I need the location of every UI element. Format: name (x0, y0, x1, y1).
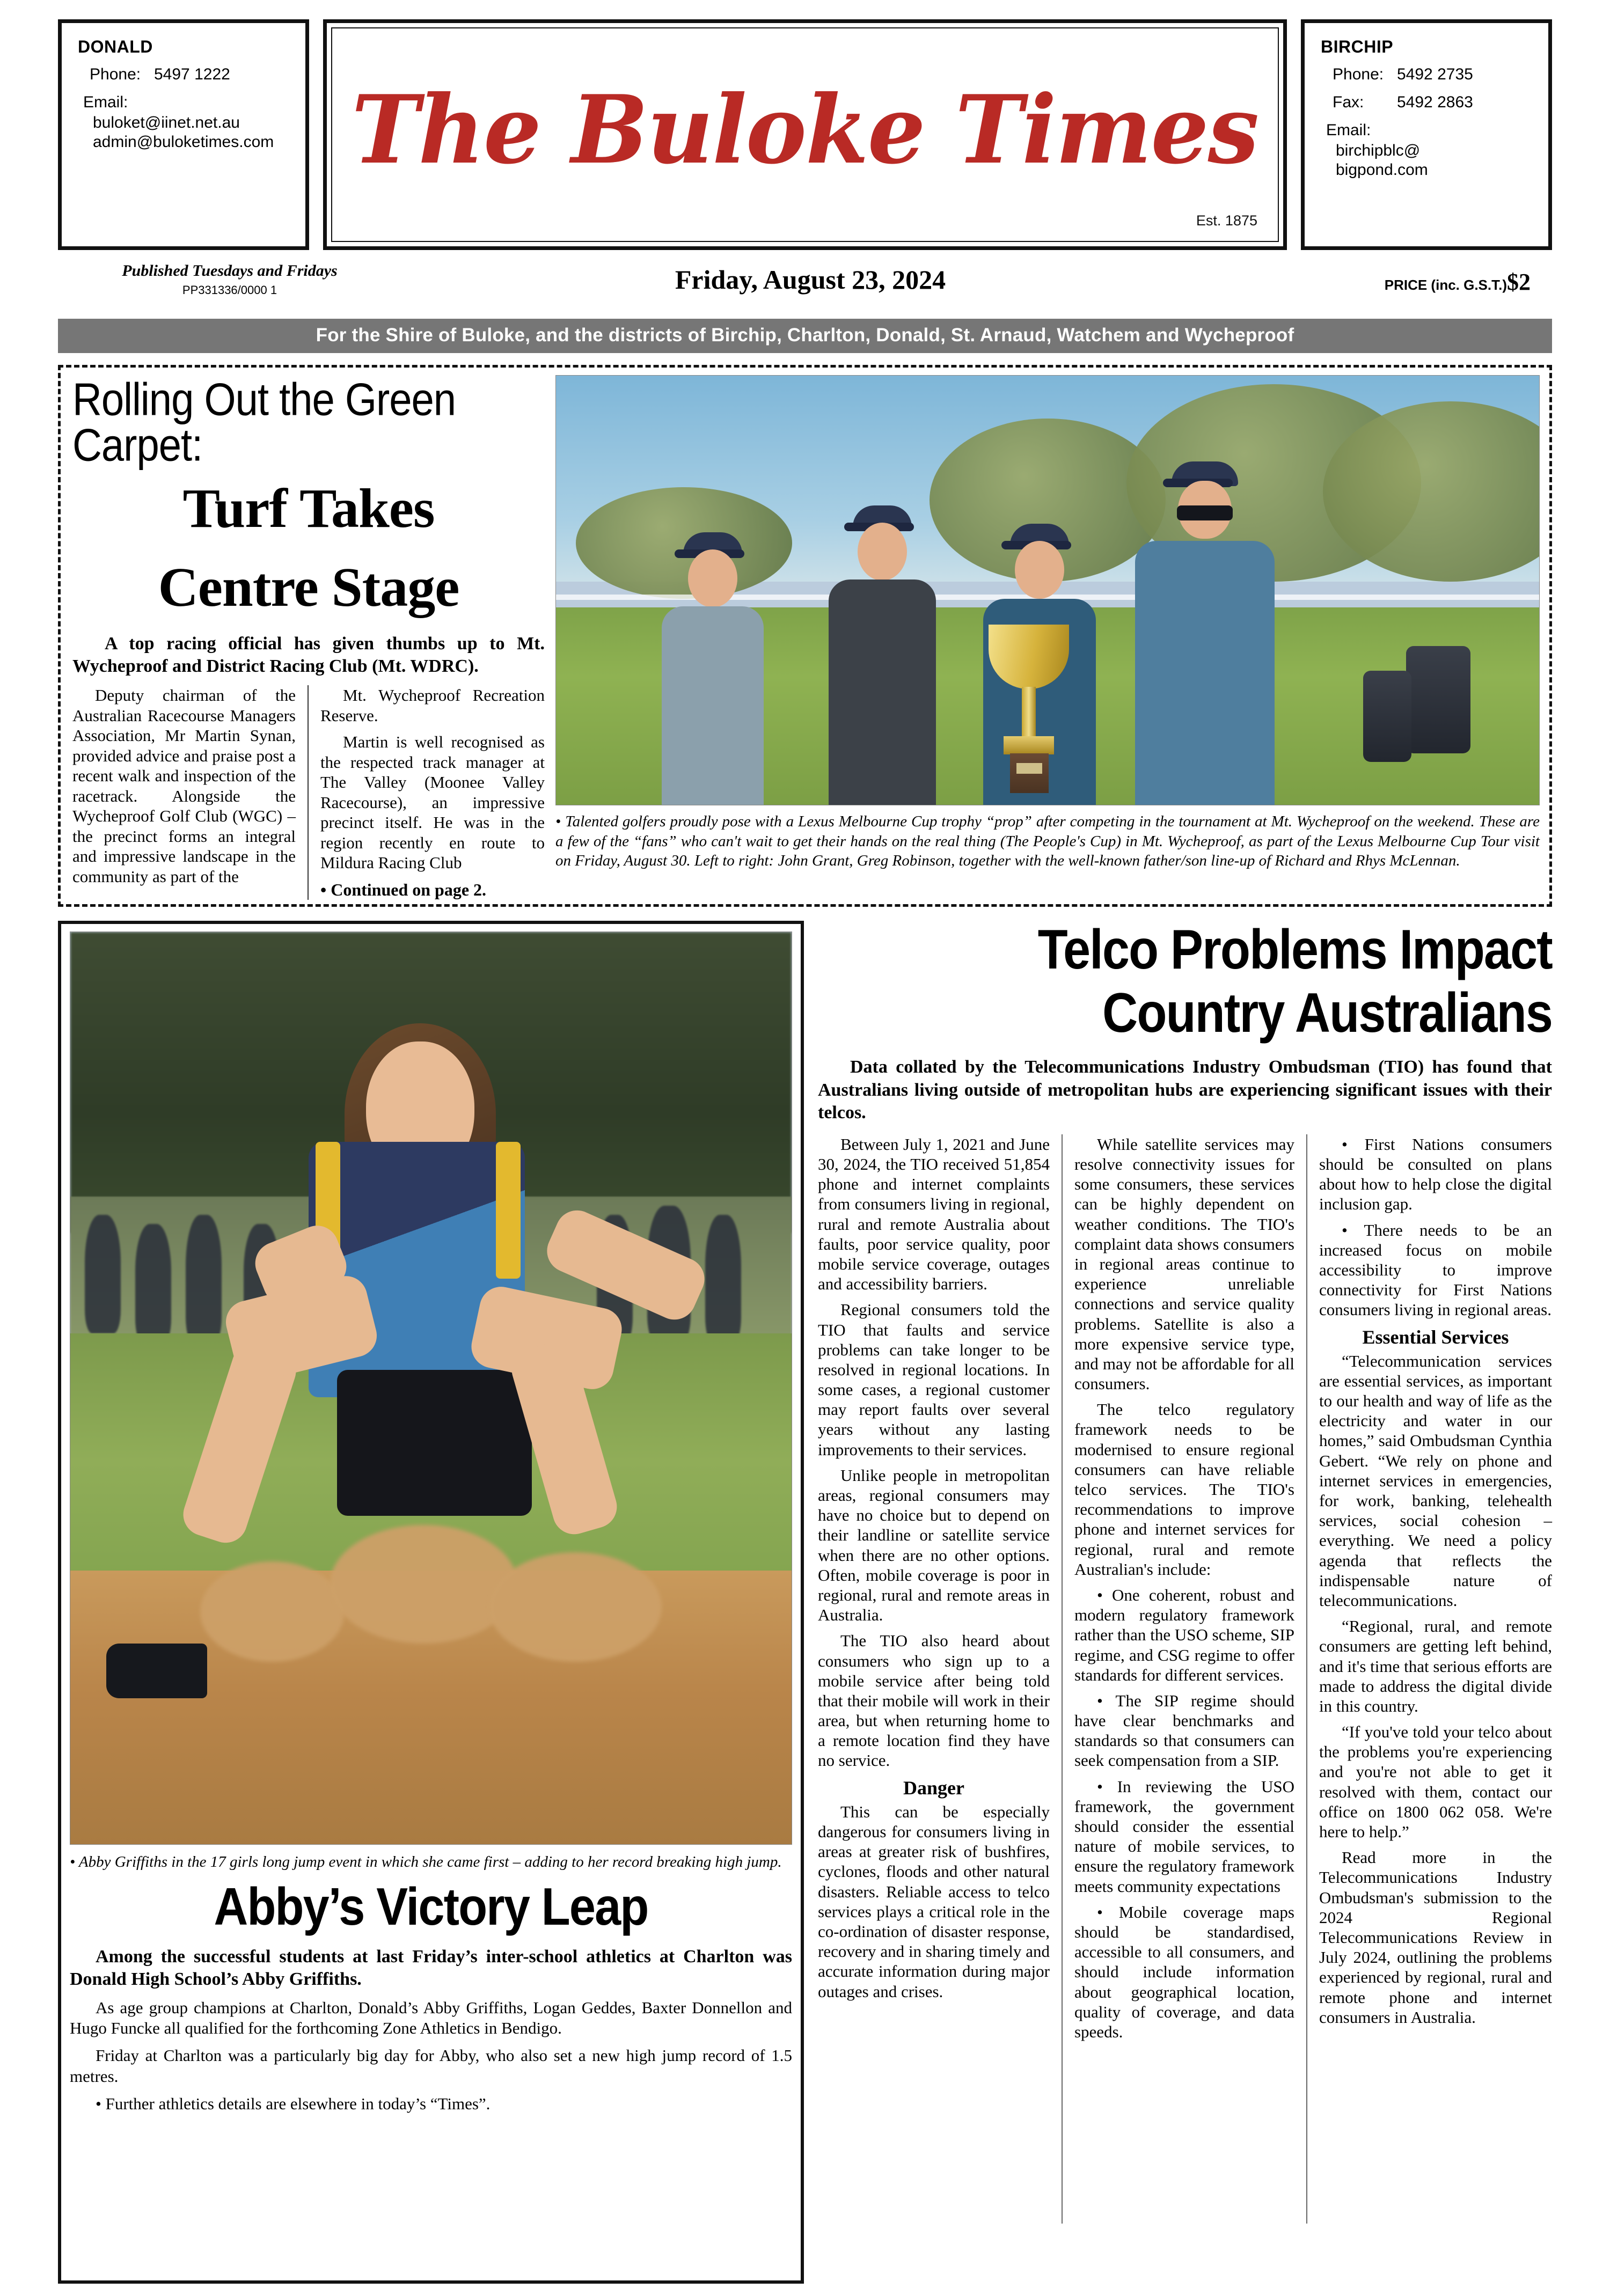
story-turf-lede: A top racing official has given thumbs up to Mt. Wycheproof and District Racing Club (Mt. WDRC). (72, 634, 545, 677)
bullet-item: • One coherent, robust and modern regulatory framework rather than the USO scheme, SIP regime, and CSG regime to offer standards for different services. (1074, 1585, 1294, 1684)
donald-phone-label: Phone: (90, 65, 141, 83)
golf-bag (1363, 671, 1411, 762)
polo-shirt (1135, 541, 1275, 805)
paragraph: “Regional, rural, and remote consumers are getting left behind, and it's time that serious efforts are made to address the digital divide in this country. (1319, 1617, 1552, 1715)
running-shoe (106, 1644, 207, 1698)
story-telco-column-2 (1063, 1134, 1307, 2224)
spectator-silhouette (186, 1215, 222, 1343)
story-turf-column-2 (309, 685, 545, 900)
story-turf-col2-body (320, 685, 545, 900)
birchip-email-1: birchipblc@ (1336, 142, 1421, 159)
story-telco-subheading-essential-services: Essential Services (1362, 1326, 1509, 1348)
shorts (337, 1370, 532, 1516)
story-telco-headline-line1: Telco Problems Impact (1037, 919, 1552, 981)
melbourne-cup-trophy (989, 625, 1074, 796)
paragraph: “If you've told your telco about the problems you're experiencing and you're not able to get it resolved with them, contact our office on 1800 062 058. We're here to help.” (1319, 1722, 1552, 1841)
sand-spray (200, 1561, 345, 1662)
price-amount: $2 (1507, 269, 1531, 295)
page-title: The Buloke Times (352, 75, 1258, 185)
paragraph: The TIO also heard about consumers who sign up to a mobile service after being told that their mobile will work in their area, but when returning home to a remote location find they have no service. (818, 1631, 1050, 1770)
paragraph: Friday at Charlton was a particularly big day for Abby, who also set a new high jump record of 1.5 metres. (70, 2046, 792, 2086)
story-abby-body (70, 1946, 792, 2114)
continued-on-page-link[interactable]: • Continued on page 2. (320, 879, 487, 899)
masthead-title-box (323, 19, 1287, 250)
masthead-subheader (58, 262, 1552, 311)
story-turf-text-column (72, 375, 555, 897)
trophy-base (1004, 736, 1054, 754)
story-telco-columns (818, 1134, 1552, 2224)
golf-bag (1406, 646, 1470, 753)
paragraph: Martin is well recognised as the respected track manager at The Valley (Moonee Valley Racecourse), an impressive precinct itself. He was in the region recently en route to Mildura Racing Club (320, 732, 545, 872)
paragraph: Unlike people in metropolitan areas, regional consumers may have no choice but to depend on their landline or satellite service when there are no other options. Often, mobile coverage is poor in regional, rural and remote areas in Australia. (818, 1465, 1050, 1625)
donald-contact-box (58, 19, 309, 250)
paragraph: Mt. Wycheproof Recreation Reserve. (320, 686, 545, 725)
story-telco-lede: Data collated by the Telecommunications Industry Ombudsman (TIO) has found that Australians living outside of metropolitan hubs are experiencing significant issues with their telcos. (818, 1057, 1552, 1123)
lower-section (58, 921, 1552, 2284)
paragraph: Read more in the Telecommunications Industry Ombudsman's submission to the 2024 Regional Telecommunications Review in July 2024, outlining the problems experienced by regional, rural and remote phone and internet consumers in Australia. (1319, 1848, 1552, 2027)
story-turf-photo-caption: • Talented golfers proudly pose with a Lexus Melbourne Cup trophy “prop” after competing in the tournament at Mt. Wycheproof on the weekend. These are a few of the “fans” who can't wait to get their hands on the real thing (The People's Cup) in Mt. Wycheproof, as part of the Lexus Melbourne Cup Tour visit on Friday, August 30. Left to right: John Grant, Greg Robinson, together with the well-known father/son line-up of Richard and Rhys McLennan. (555, 813, 1540, 870)
donald-phone-number: 5497 1222 (154, 65, 230, 83)
spectator-silhouette (705, 1215, 741, 1343)
birchip-fax-number: 5492 2863 (1397, 93, 1473, 111)
birchip-phone-label: Phone: (1333, 65, 1384, 83)
bullet-item: • In reviewing the USO framework, the government should consider the essential nature of mobile services, to ensure the regulatory framework meets community expectations (1074, 1777, 1294, 1896)
publication-frequency: Published Tuesdays and Fridays (122, 262, 338, 280)
story-abby-headline: Abby’s Victory Leap (214, 1877, 648, 1936)
singlet-trim (496, 1142, 521, 1279)
golfer-person (664, 526, 761, 805)
birchip-phone-number: 5492 2735 (1397, 65, 1473, 83)
head-shape (858, 523, 907, 581)
paragraph: Regional consumers told the TIO that faults and service problems can take longer to be resolved in regional locations. In some cases, a regional customer may report faults over several years without any lasting improvements to their services. (818, 1300, 1050, 1459)
story-turf (58, 365, 1552, 907)
price-block (1252, 268, 1552, 296)
donald-email-label: Email: (83, 93, 128, 111)
story-abby-photo-caption: • Abby Griffiths in the 17 girls long jump event in which she came first – adding to her record breaking high jump. (70, 1853, 782, 1870)
spectator-silhouette (85, 1215, 121, 1333)
donald-email-2: admin@buloketimes.com (93, 133, 274, 151)
sunglasses-icon (1177, 505, 1233, 520)
story-turf-kicker: Rolling Out the Green Carpet: (72, 374, 456, 471)
story-abby (58, 921, 804, 2284)
golfers-trophy-photo (555, 375, 1540, 805)
established-label: Est. 1875 (1196, 212, 1257, 229)
story-abby-lede: Among the successful students at last Friday’s inter-school athletics at Charlton was Donald High School’s Abby Griffiths. (70, 1947, 792, 1990)
donald-phone-row (90, 65, 296, 84)
story-telco-headline-line2: Country Australians (1102, 982, 1552, 1045)
birchip-contact-box (1301, 19, 1552, 250)
story-abby-note: • Further athletics details are elsewhere in today’s “Times”. (96, 2094, 491, 2113)
districts-banner: For the Shire of Buloke, and the districts of Birchip, Charlton, Donald, St. Arnaud, Watchem and Wycheproof (58, 319, 1552, 353)
issue-date: Friday, August 23, 2024 (675, 265, 946, 295)
masthead-title-inner (331, 27, 1279, 242)
paragraph: As age group champions at Charlton, Donald’s Abby Griffiths, Logan Geddes, Baxter Donnellon and Hugo Funcke all qualified for the forthcoming Zone Athletics in Bendigo. (70, 1998, 792, 2038)
trophy-stem (1022, 687, 1036, 738)
donald-town-label: DONALD (78, 37, 153, 56)
birchip-fax-label: Fax: (1333, 93, 1364, 111)
head-shape (1015, 541, 1064, 599)
golf-photo-art (556, 376, 1539, 805)
abby-longjump-photo (70, 931, 792, 1845)
donald-email-1: buloket@iinet.net.au (93, 114, 240, 131)
birchip-fax-row (1333, 93, 1539, 112)
paragraph: This can be especially dangerous for consumers living in areas at greater risk of bushfires, cyclones, floods and other natural disasters. Reliable access to telco services plays a critical role in the co-ordination of disaster response, recovery and in sharing timely and accurate information during major outages and crises. (818, 1802, 1050, 2001)
birchip-email-label: Email: (1326, 121, 1371, 139)
publication-frequency-block (58, 262, 369, 297)
golfer-person (1146, 472, 1264, 805)
bullet-item: • Mobile coverage maps should be standardised, accessible to all consumers, and should include information about geographical location, quality of coverage, and data speeds. (1074, 1902, 1294, 2041)
spectator-silhouette (135, 1224, 171, 1343)
birchip-email-2: bigpond.com (1336, 161, 1428, 179)
trophy-plate (1016, 763, 1042, 774)
birchip-town-label: BIRCHIP (1321, 37, 1394, 56)
story-turf-headline-line1: Turf Takes (182, 478, 435, 539)
price-label: PRICE (inc. G.S.T.) (1384, 277, 1507, 293)
story-turf-headline-line2: Centre Stage (158, 556, 459, 619)
story-turf-column-1 (72, 685, 309, 900)
birchip-phone-row (1333, 65, 1539, 84)
polo-shirt (829, 579, 936, 805)
head-shape (688, 549, 737, 607)
story-turf-col1-body (72, 685, 296, 886)
paragraph: “Telecommunication services are essential services, as important to our health and way of life as the electricity and water in our homes,” said Ombudsman Cynthia Gebert. “We rely on phone and internet services in emergencies, for work, banking, telehealth services, social cohesion – everything. We need a policy agenda that reflects the indispensable nature of telecommunications. (1319, 1351, 1552, 1610)
paragraph: Between July 1, 2021 and June 30, 2024, the TIO received 51,854 phone and internet complaints from consumers living in regional, rural and remote Australia about faults, poor service quality, poor mobile service coverage, outages and accessibility barriers. (818, 1134, 1050, 1294)
newspaper-front-page (0, 19, 1610, 2296)
bullet-item: • First Nations consumers should be consulted on plans about how to help close the digital inclusion gap. (1319, 1134, 1552, 1214)
polo-shirt (662, 606, 764, 805)
longjump-photo-art (70, 932, 792, 1844)
trophy-cup (989, 625, 1069, 689)
sand-spray (330, 1525, 517, 1644)
story-telco-column-1 (818, 1134, 1063, 2224)
story-turf-columns (72, 685, 545, 900)
paragraph: The telco regulatory framework needs to be modernised to ensure regional consumers can have reliable telco services. The TIO's recommendations to improve phone and internet services for regional, rural and remote Australian's include: (1074, 1400, 1294, 1579)
sand-spray (489, 1552, 662, 1662)
golfer-person (831, 504, 933, 805)
bullet-item: • There needs to be an increased focus on mobile accessibility to improve connectivity for First Nations consumers living in regional areas. (1319, 1220, 1552, 1319)
postal-permit-number: PP331336/0000 1 (182, 283, 277, 297)
story-telco-subheading-danger: Danger (903, 1777, 964, 1799)
paragraph: While satellite services may resolve connectivity issues for some consumers, these services can be highly dependent on weather conditions. The TIO's complaint data shows consumers in regional areas continue to experience unreliable connections and service quality problems. Satellite is also a more expensive service type, and may not be affordable for all consumers. (1074, 1134, 1294, 1393)
story-turf-photo-column (555, 375, 1540, 897)
story-telco (818, 921, 1552, 2284)
bullet-item: • The SIP regime should have clear benchmarks and standards so that consumers can seek compensation from a SIP. (1074, 1691, 1294, 1770)
paragraph: Deputy chairman of the Australian Racecourse Managers Association, Mr Martin Synan, provided advice and praise post a recent walk and inspection of the racetrack. Alongside the Wycheproof Golf Club (WGC) – the precinct forms an integral and impressive landscape in the community as part of the (72, 686, 296, 886)
masthead (58, 19, 1552, 250)
story-telco-column-3 (1307, 1134, 1552, 2224)
